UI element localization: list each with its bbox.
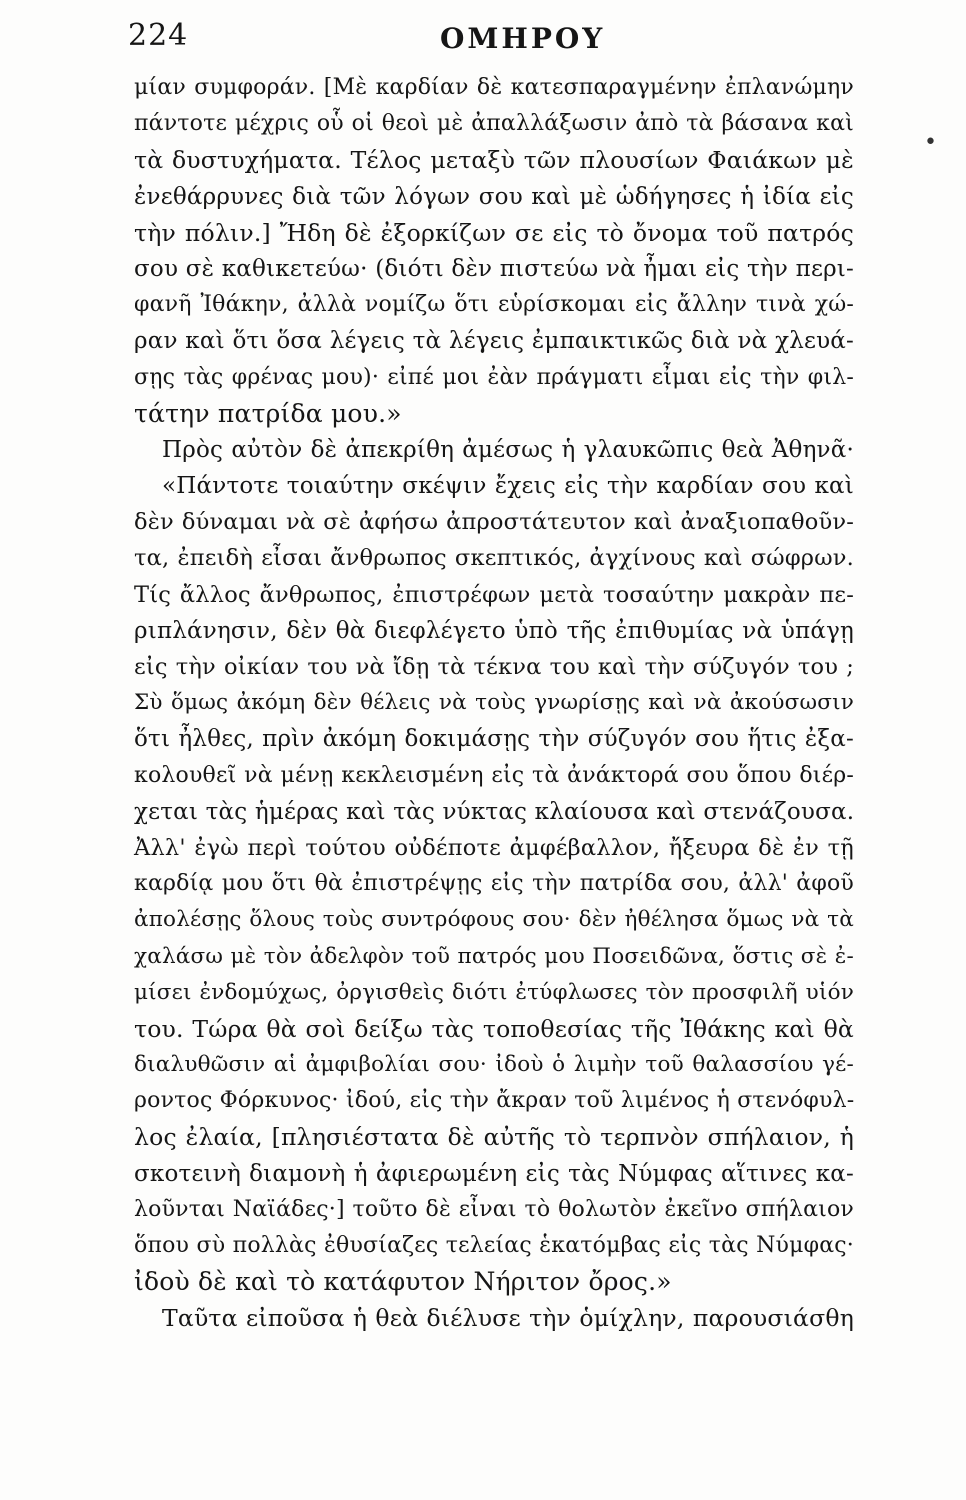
text-line: Σὺ ὅμως ἀκόμη δὲν θέλεις νὰ τοὺς γνωρίσῃς καὶ νὰ ἀκούσωσιν: [134, 690, 854, 716]
margin-mark: •: [924, 130, 937, 155]
text-line: σου σὲ καθικετεύω· (διότι δὲν πιστεύω νὰ ἦμαι εἰς τὴν περι-: [134, 255, 854, 282]
text-line: τὴν πόλιν.] Ἤδη δὲ ἐξορκίζων σε εἰς τὸ ὄνομα τοῦ πατρός: [134, 218, 854, 247]
text-line: κολουθεῖ νὰ μένῃ κεκλεισμένη εἰς τὰ ἀνάκτορά σου ὅπου διέρ-: [134, 762, 854, 788]
text-line: χαλάσω μὲ τὸν ἀδελφὸν τοῦ πατρός μου Ποσειδῶνα, ὅστις σὲ ἐ-: [134, 943, 854, 969]
text-line: μίσει ἐνδομύχως, ὀργισθεὶς διότι ἐτύφλωσες τὸν προσφιλῆ υἱόν: [134, 979, 854, 1005]
text-line: του. Τώρα θὰ σοὶ δείξω τὰς τοποθεσίας τῆς Ἰθάκης καὶ θὰ: [134, 1014, 854, 1043]
text-line: ὅτι ἦλθες, πρὶν ἀκόμη δοκιμάσῃς τὴν σύζυγόν σου ἥτις ἐξα-: [134, 726, 854, 753]
text-line: χεται τὰς ἡμέρας καὶ τὰς νύκτας κλαίουσα καὶ στενάζουσα.: [134, 798, 855, 825]
text-line: σκοτεινὴ διαμονὴ ἡ ἀφιερωμένη εἰς τὰς Νύμφας αἵτινες κα-: [134, 1160, 854, 1187]
paragraph-start-line: Πρὸς αὐτὸν δὲ ἀπεκρίθη ἀμέσως ἡ γλαυκῶπις θεὰ Ἀθηνᾶ·: [162, 436, 854, 463]
text-line: ροντος Φόρκυνος· ἰδού, εἰς τὴν ἄκραν τοῦ λιμένος ἡ στενόφυλ-: [134, 1088, 855, 1114]
quote-start-line: «Πάντοτε τοιαύτην σκέψιν ἔχεις εἰς τὴν καρδίαν σου καὶ: [162, 473, 854, 500]
text-line: ραν καὶ ὅτι ὅσα λέγεις τὰ λέγεις ἐμπαικτικῶς διὰ νὰ χλευά-: [134, 328, 854, 355]
text-line: τάτην πατρίδα μου.»: [134, 398, 402, 428]
text-line: Ἀλλ' ἐγὼ περὶ τούτου οὐδέποτε ἀμφέβαλλον, ἤξευρα δὲ ἐν τῇ: [134, 834, 854, 861]
text-line: πάντοτε μέχρις οὗ οἱ θεοὶ μὲ ἀπαλλάξωσιν ἀπὸ τὰ βάσανα καὶ: [134, 111, 854, 137]
text-line: ὅπου σὺ πολλὰς ἐθυσίαζες τελείας ἑκατόμβας εἰς τὰς Νύμφας·: [134, 1233, 854, 1258]
text-line: λος ἐλαία, [πλησιέστατα δὲ αὐτῆς τὸ τερπνὸν σπήλαιον, ἡ: [134, 1123, 854, 1152]
text-line: καρδίᾳ μου ὅτι θὰ ἐπιστρέψῃς εἰς τὴν πατρίδα σου, ἀλλ' ἀφοῦ: [134, 871, 854, 897]
body-text: [134, 70, 854, 1337]
text-line: ἰδοὺ δὲ καὶ τὸ κατάφυτον Νήριτον ὄρος.»: [134, 1267, 672, 1297]
text-line: διαλυθῶσιν αἱ ἀμφιβολίαι σου· ἰδοὺ ὁ λιμὴν τοῦ θαλασσίου γέ-: [134, 1052, 854, 1078]
text-line: ἀπολέσῃς ὅλους τοὺς συντρόφους σου· δὲν ἠθέλησα ὅμως νὰ τὰ: [134, 907, 854, 933]
text-line: ἐνεθάρρυνες διὰ τῶν λόγων σου καὶ μὲ ὡδήγησες ἡ ἰδία εἰς: [134, 183, 854, 210]
text-line: λοῦνται Ναϊάδες·] τοῦτο δὲ εἶναι τὸ θολωτὸν ἐκεῖνο σπήλαιον: [134, 1196, 854, 1222]
text-line: Τίς ἄλλος ἄνθρωπος, ἐπιστρέφων μετὰ τοσαύτην μακρὰν πε-: [134, 581, 854, 608]
paragraph-start-line: Ταῦτα εἰποῦσα ἡ θεὰ διέλυσε τὴν ὁμίχλην, παρουσιάσθη: [162, 1304, 854, 1333]
running-head: ΟΜΗΡΟΥ: [440, 22, 606, 55]
text-line: εἰς τὴν οἰκίαν του νὰ ἴδῃ τὰ τέκνα του καὶ τὴν σύζυγόν του ;: [134, 654, 854, 680]
text-line: δὲν δύναμαι νὰ σὲ ἀφήσω ἀπροστάτευτον καὶ ἀναξιοπαθοῦν-: [134, 509, 854, 536]
page-number: 224: [128, 18, 189, 53]
text-line: σῃς τὰς φρένας μου)· εἰπέ μοι ἐὰν πράγματι εἶμαι εἰς τὴν φιλ-: [134, 364, 854, 390]
page-header: [0, 14, 966, 54]
text-line: τὰ δυστυχήματα. Τέλος μεταξὺ τῶν πλουσίων Φαιάκων μὲ: [134, 146, 854, 175]
text-line: τα, ἐπειδὴ εἶσαι ἄνθρωπος σκεπτικός, ἀγχίνους καὶ σώφρων.: [134, 545, 854, 572]
text-line: φανῆ Ἰθάκην, ἀλλὰ νομίζω ὅτι εὑρίσκομαι εἰς ἄλλην τινὰ χώ-: [134, 292, 854, 318]
text-line: ριπλάνησιν, δὲν θὰ διεφλέγετο ὑπὸ τῆς ἐπιθυμίας νὰ ὑπάγῃ: [134, 617, 854, 644]
text-line: μίαν συμφοράν. [Μὲ καρδίαν δὲ κατεσπαραγμένην ἐπλανώμην: [134, 75, 854, 100]
